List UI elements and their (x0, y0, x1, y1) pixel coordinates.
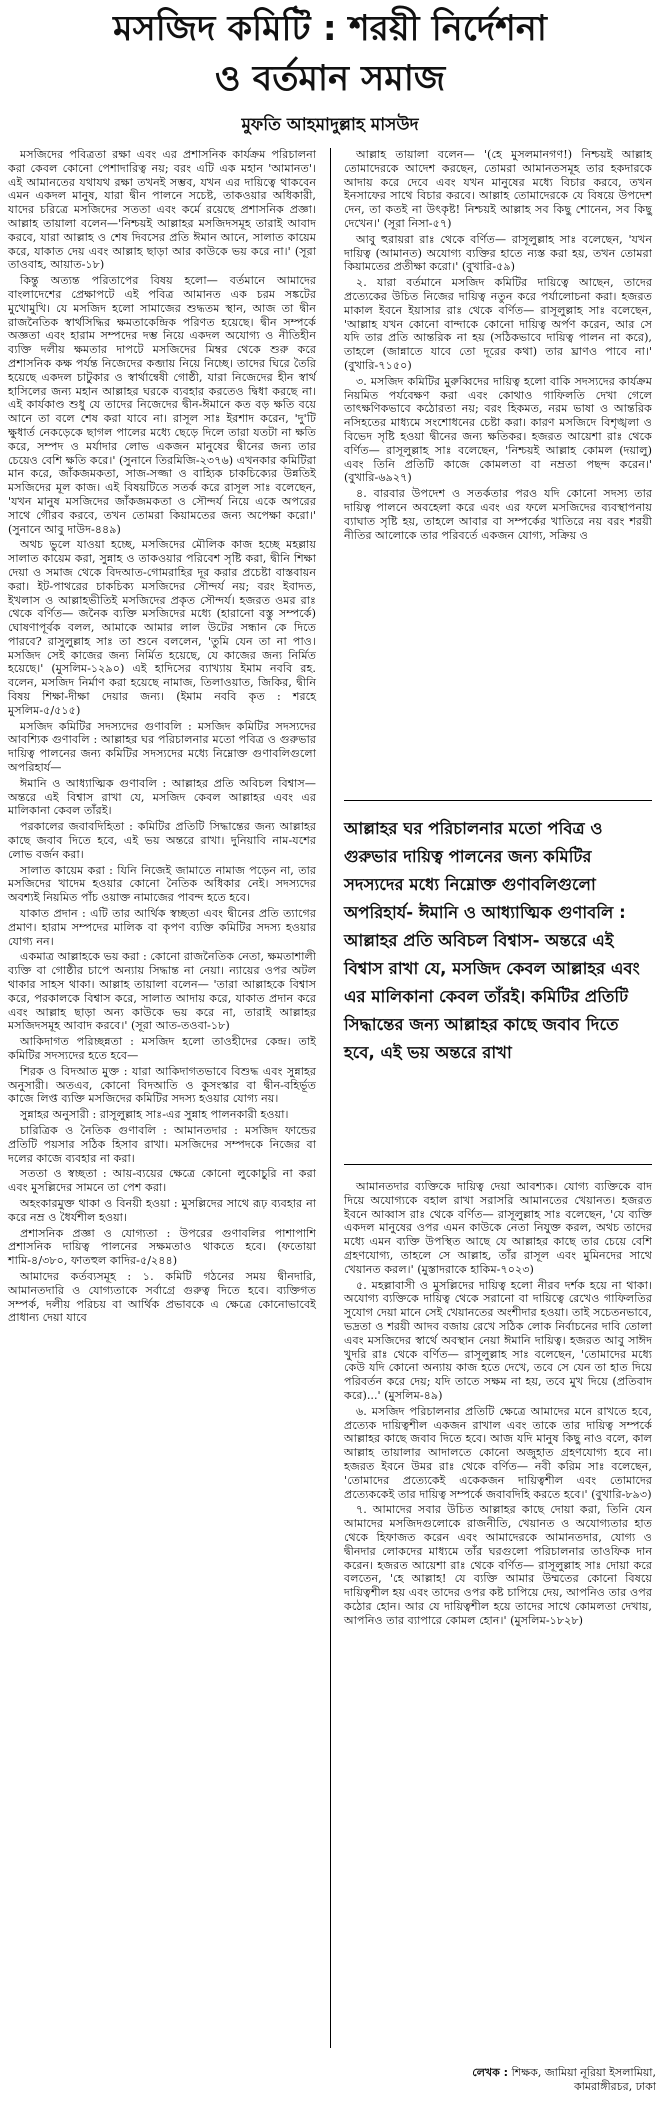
left-column-paragraph: আকিদাগত পরিচ্ছন্নতা : মসজিদ হলো তাওহীদের কেন্দ্র। তাই কমিটির সদস্যদের হতে হবে— (8, 1035, 316, 1062)
left-column-paragraph: শিরক ও বিদআত মুক্ত : যারা আকিদাগতভাবে বিশুদ্ধ এবং সুন্নাহর অনুসারী। অতএব, কোনো বিদআতি ও কুসংস্কার বা দ্বীন-বহির্ভূত কাজে লিপ্ত ব্যক্তি মসজিদের কমিটির সদস্য হওয়ার যোগ্য নয়। (8, 1064, 316, 1106)
left-column-paragraph: চারিত্রিক ও নৈতিক গুণাবলি : আমানতদার : মসজিদ ফান্ডের প্রতিটি পয়সার সঠিক হিসাব রাখা। মসজিদের সম্পদকে নিজের বা দলের কাজে ব্যবহার না করা। (8, 1123, 316, 1165)
right-column-top-paragraph: আল্লাহ তায়ালা বলেন— '(হে মুসলমানগণ!) নিশ্চয়ই আল্লাহ তোমাদেরকে আদেশ করছেন, তোমরা আমানতসমূহ তার হকদারকে আদায় করে দেবে এবং যখন মানুষের মধ্যে বিচার করবে, তখন ইনসাফের সাথে বিচার করবে। আল্লাহ তোমাদেরকে যে বিষয়ে উপদেশ দেন, তা কতই না উৎকৃষ্ট! নিশ্চয়ই আল্লাহ সব কিছু শোনেন, সব কিছু দেখেন।' (সূরা নিসা-৫৭) (344, 148, 652, 230)
right-column-bottom-paragraph: ৬. মসজিদ পরিচালনার প্রতিটি ক্ষেত্রে আমাদের মনে রাখতে হবে, প্রত্যেক দায়িত্বশীল একজন রাখাল এবং তাকে তার দায়িত্ব সম্পর্কে আল্লাহর কাছে জবাব দিতে হবে। আজ যদি মানুষ কিছু নাও বলে, কাল আল্লাহ তায়ালার আদালতে কোনো অজুহাত গ্রহণযোগ্য হবে না। হজরত ইবনে উমর রাঃ থেকে বর্ণিত— নবী করিম সাঃ বলেছেন, 'তোমাদের প্রত্যেকেই একেকজন দায়িত্বশীল এবং তোমাদের প্রত্যেককেই তার দায়িত্ব সম্পর্কে জবাবদিহি করতে হবে।' (বুখারি-৮৯৩) (344, 1404, 652, 1501)
right-column-top-paragraph: ৪. বারবার উপদেশ ও সতর্কতার পরও যদি কোনো সদস্য তার দায়িত্ব পালনে অবহেলা করে এবং এর ফলে মসজিদের ব্যবস্থাপনায় ব্যাঘাত সৃষ্টি হয়, তাহলে আবার বা সম্পর্কের খাতিরে নয় বরং শরয়ী নীতির আলোকে তার পরিবর্তে একজন যোগ্য, সক্রিয় ও (344, 487, 652, 542)
byline-text: শিক্ষক, জামিয়া নূরিয়া ইসলামিয়া, কামরাঙ্গীরচর, ঢাকা (511, 2066, 656, 2093)
pull-quote: আল্লাহর ঘর পরিচালনার মতো পবিত্র ও গুরুভার দায়িত্ব পালনের জন্য কমিটির সদস্যদের মধ্যে নিম্নোক্ত গুণাবলিগুলো অপরিহার্য- ঈমানি ও আধ্যাত্মিক গুণাবলি : আল্লাহর প্রতি অবিচল বিশ্বাস- অন্তরে এই বিশ্বাস রাখা যে, মসজিদ কেবল আল্লাহর এবং এর মালিকানা কেবল তাঁরই। কমিটির প্রতিটি সিদ্ধান্তের জন্য আল্লাহর কাছে জবাব দিতে হবে, এই ভয় অন্তরে রাখা (344, 800, 652, 1165)
right-column-bottom-paragraph: আমানতদার ব্যক্তিকে দায়িত্ব দেয়া আবশ্যক। যোগ্য ব্যক্তিকে বাদ দিয়ে অযোগ্যকে বহাল রাখা সরাসরি আমানতের খেয়ানত। হজরত ইবনে আব্বাস রাঃ থেকে বর্ণিত— রাসূলুল্লাহ সাঃ বলেছেন, 'যে ব্যক্তি একদল মানুষের ওপর এমন কাউকে নেতা নিযুক্ত করল, অথচ তাদের মধ্যে এমন ব্যক্তি উপস্থিত আছে যে আল্লাহর কাছে তার চেয়ে বেশি গ্রহণযোগ্য, তাহলে সে আল্লাহ, তাঁর রাসূল এবং মুমিনদের সাথে খেয়ানত করল।' (মুস্তাদরাকে হাকিম-৭০২৩) (344, 1180, 652, 1276)
byline (420, 2066, 656, 2094)
title-line-1: মসজিদ কমিটি : শরয়ী নির্দেশনা (113, 9, 547, 49)
left-column-paragraph: মসজিদ কমিটির সদস্যদের গুণাবলি : মসজিদ কমিটির সদস্যদের আবশ্যিক গুণাবলি : আল্লাহর ঘর পরিচালনার মতো পবিত্র ও গুরুভার দায়িত্ব পালনের জন্য কমিটির সদস্যদের মধ্যে নিম্নোক্ত গুণাবলিগুলো অপরিহার্য— (8, 719, 316, 775)
right-column-top (344, 148, 652, 544)
left-column-paragraph: ঈমানি ও আধ্যাত্মিক গুণাবলি : আল্লাহর প্রতি অবিচল বিশ্বাস— অন্তরে এই বিশ্বাস রাখা যে, মসজিদ কেবল আল্লাহর এবং এর মালিকানা কেবল তাঁরই। (8, 776, 316, 818)
right-column-bottom (344, 1180, 652, 1630)
article-title (0, 4, 660, 104)
right-column-bottom-paragraph: ৭. আমাদের সবার উচিত আল্লাহর কাছে দোয়া করা, তিনি যেন আমাদের মসজিদগুলোকে রাজনীতি, খেয়ানত ও অযোগ্যতার হাত থেকে হিফাজত করেন এবং আমাদেরকে আমানতদার, যোগ্য ও দ্বীনদার লোকদের মাধ্যমে তাঁর ঘরগুলো পরিচালনার তাওফিক দান করেন। হজরত আয়েশা রাঃ থেকে বর্ণিত— রাসূলুল্লাহ সাঃ দোয়া করে বলতেন, 'হে আল্লাহ! যে ব্যক্তি আমার উম্মতের কোনো বিষয়ে দায়িত্বশীল হয় এবং তাদের ওপর কষ্ট চাপিয়ে দেয়, আপনিও তার ওপর কঠোর হোন। আর যে দায়িত্বশীল হয়ে তাদের সাথে কোমলতা দেখায়, আপনিও তার ব্যাপারে কোমল হোন।' (মুসলিম-১৮২৮) (344, 1503, 652, 1627)
left-column-paragraph: পরকালের জবাবদিহিতা : কমিটির প্রতিটি সিদ্ধান্তের জন্য আল্লাহর কাছে জবাব দিতে হবে, এই ভয় অন্তরে রাখা। দুনিয়াবি নাম-যশের লোভ বর্জন করা। (8, 820, 316, 861)
left-column (8, 148, 316, 1327)
left-column-paragraph: কিন্তু অত্যন্ত পরিতাপের বিষয় হলো— বর্তমানে আমাদের বাংলাদেশের প্রেক্ষাপটে এই পবিত্র আমানত এক চরম সঙ্কটের মুখোমুখি। যে মসজিদ হলো সামাজের শুদ্ধতম স্থান, আজ তা দ্বীন রাজনৈতিক স্বার্থসিদ্ধির ক্ষমতাকেন্দ্রিক পরিণত হয়েছে। দ্বীন সম্পর্কে অজ্ঞতা এবং হারাম সম্পদের দম্ভ নিয়ে একদল অযোগ্য ও নীতিহীন ব্যক্তি দলীয় ক্ষমতার দাপটে মসজিদের মিম্বর থেকে শুরু করে প্রশাসনিক কক্ষ পর্যন্ত নিজেদের কব্জায় নিয়ে নিচ্ছে। তাদের ঘিরে তৈরি হয়েছে একদল চাটুকার ও স্বার্থান্বেষী গোষ্ঠী, যারা নিজেদের হীন স্বার্থ হাসিলের জন্য মহান আল্লাহর ঘরকে ব্যবহার করতেও দ্বিধা করছে না। এই কার্যকাণ্ড শুধু যে তাদের নিজেদের দ্বীন-ঈমানে কত বড় ক্ষতি বয়ে আনে তা বলে শেষ করা যাবে না। রাসূল সাঃ ইরশাদ করেন, 'দু'টি ক্ষুধার্ত নেকড়েকে ছাগল পালের মধ্যে ছেড়ে দিলে তারা যতটা না ক্ষতি করে, সম্পদ ও মর্যাদার লোভ একজন মানুষের দ্বীনের জন্য তার চেয়েও বেশি ক্ষতি করে।' (সুনানে তিরমিজি-২৩৭৬) এখনকার কমিটিরা মান করে, জাঁকজমকতা, সাজ-সজ্জা ও বাহ্যিক চাকচিক্যের উন্নতিই মসজিদের মূল কাজ। এই বিষয়টিতে সতর্ক করে রাসূল সাঃ বলেছেন, 'যখন মানুষ মসজিদের জাঁকজমকতা ও সৌন্দর্য নিয়ে একে অপরের সাথে গৌরব করবে, তখন তোমরা কিয়ামতের জন্য অপেক্ষা করো।' (সুনানে আবু দাউদ-৪৪৯) (8, 274, 316, 536)
column-divider (330, 148, 331, 2048)
author-name: মুফতি আহমাদুল্লাহ মাসউদ (241, 115, 419, 135)
left-column-paragraph: একমাত্র আল্লাহকে ভয় করা : কোনো রাজনৈতিক নেতা, ক্ষমতাশালী ব্যক্তি বা গোষ্ঠীর চাপে অন্যায় সিদ্ধান্ত না নেয়া। ন্যায়ের ওপর অটল থাকার সাহস থাকা। আল্লাহ তায়ালা বলেন— 'তারা আল্লাহকে বিশ্বাস করে, পরকালকে বিশ্বাস করে, সালাত আদায় করে, যাকাত প্রদান করে এবং আল্লাহ ছাড়া অন্য কাউকে ভয় করে না, তারাই আল্লাহর মসজিদসমূহ আবাদ করবে।' (সূরা আত-তওবা-১৮) (8, 950, 316, 1033)
title-line-2: ও বর্তমান সমাজ (214, 59, 446, 99)
left-column-paragraph: সুন্নাহর অনুসারী : রাসূলুল্লাহ সাঃ-এর সুন্নাহ পালনকারী হওয়া। (20, 1108, 289, 1122)
right-column-bottom-paragraph: ৫. মহল্লাবাসী ও মুসল্লিদের দায়িত্ব হলো নীরব দর্শক হয়ে না থাকা। অযোগ্য ব্যক্তিকে দায়িত্ব থেকে সরানো বা দায়িত্বে রেখেও গাফিলতির সুযোগ দেয়া মানে সেই খেয়ানতের অংশীদার হওয়া। তাই সচেতনভাবে, ভদ্রতা ও শরয়ী আদব বজায় রেখে সঠিক লোক নির্বাচনের দাবি তোলা এবং মসজিদের স্বার্থে অবস্থান নেয়া ঈমানি দায়িত্ব। হজরত আবু সাঈদ খুদরি রাঃ থেকে বর্ণিত— রাসূলুল্লাহ সাঃ বলেছেন, 'তোমাদের মধ্যে কেউ যদি কোনো অন্যায় কাজ হতে দেখে, তবে সে যেন তা হাত দিয়ে পরিবর্তন করে দেয়; যদি তাতে সক্ষম না হয়, তবে মুখ দিয়ে (প্রতিবাদ করে)...' (মুসলিম-৪৯) (344, 1278, 652, 1402)
left-column-paragraph: অথচ ভুলে যাওয়া হচ্ছে, মসজিদের মৌলিক কাজ হচ্ছে মহল্লায় সালাত কায়েম করা, সুন্নাহ ও তাকওয়ার পরিবেশ সৃষ্টি করা, দ্বীনি শিক্ষা দেয়া ও সমাজ থেকে বিদআত-গোমরাহির দূর করার প্রচেষ্টা বাস্তবায়ন করা। ইট-পাথরের চাকচিক্য মসজিদের সৌন্দর্য নয়; বরং ইবাদত, ইখলাস ও আল্লাহভীতিই মসজিদের প্রকৃত সৌন্দর্য। হজরত ওমর রাঃ থেকে বর্ণিত— জনৈক ব্যক্তি মসজিদের মধ্যে (হারানো বস্তু সম্পর্কে) ঘোষণাপূর্বক বলল, আমাকে আমার লাল উটের সন্ধান কে দিতে পারবে? রাসুলুল্লাহ সাঃ তা শুনে বললেন, 'তুমি যেন তা না পাও। মসজিদ সেই কাজের জন্য নির্মিত হয়েছে, যে কাজের জন্য নির্মিত হয়েছে।' (মুসলিম-১২৯০) এই হাদিসের ব্যাখ্যায় ইমাম নববি রহ. বলেন, মসজিদ নির্মাণ করা হয়েছে নামাজ, তিলাওয়াত, জিকির, দ্বীনি বিষয় শিক্ষা-দীক্ষা দেয়ার জন্য। (ইমাম নববি কৃত : শরহে মুসলিম-৫/৫১৫) (8, 538, 316, 717)
right-column-top-paragraph: ২. যারা বর্তমানে মসজিদ কমিটির দায়িত্বে আছেন, তাদের প্রত্যেকের উচিত নিজের দায়িত্ব নতুন করে পর্যালোচনা করা। হজরত মাকাল ইবনে ইয়াসার রাঃ থেকে বর্ণিত— রাসূলুল্লাহ সাঃ বলেছেন, 'আল্লাহ যখন কোনো বান্দাকে কোনো দায়িত্ব অর্পণ করেন, আর সে যদি তার প্রতি আন্তরিক না হয় (সঠিকভাবে দায়িত্ব পালন না করে), তাহলে (জান্নাতে যাবে তো দূরের কথা) তার ঘ্রাণও পাবে না।' (বুখারি-৭১৫০) (344, 276, 652, 372)
left-column-paragraph: প্রশাসনিক প্রজ্ঞা ও যোগ্যতা : উপরের গুণাবলির পাশাপাশি প্রশাসনিক দায়িত্ব পালনের সক্ষমতাও থাকতে হবে। (ফতোয়া শামি-৪/৩৮০, ফাতহুল কাদির-৫/২৪৪) (8, 1226, 316, 1268)
left-column-paragraph: সালাত কায়েম করা : যিনি নিজেই জামাতে নামাজ পড়েন না, তার মসজিদের খাদেম হওয়ার কোনো নৈতিক অধিকার নেই। সদস্যদের অবশ্যই নিয়মিত পাঁচ ওয়াক্ত নামাজের পাবন্দ হতে হবে। (8, 863, 316, 905)
left-column-paragraph: সততা ও স্বচ্ছতা : আয়-ব্যয়ের ক্ষেত্রে কোনো লুকোচুরি না করা এবং মুসল্লিদের সামনে তা পেশ করা। (8, 1167, 316, 1195)
left-column-paragraph: অহংকারমুক্ত থাকা ও বিনয়ী হওয়া : মুসল্লিদের সাথে রূঢ় ব্যবহার না করে নম্র ও ধৈর্যশীল হওয়া। (8, 1196, 316, 1224)
right-column-top-paragraph: ৩. মসজিদ কমিটির মুরুব্বিদের দায়িত্ব হলো বাকি সদস্যদের কার্যক্রম নিয়মিত পর্যবেক্ষণ করা এবং কোথাও গাফিলতি দেখা গেলে তাৎক্ষণিকভাবে কঠোরতা নয়; বরং হিকমত, নরম ভাষা ও আন্তরিক নসিহতের মাধ্যমে সংশোধনের চেষ্টা করা। কারণ মসজিদে বিশৃঙ্খলা ও বিভেদ সৃষ্টি হওয়া দ্বীনের জন্য ক্ষতিকর। হজরত আয়েশা রাঃ থেকে বর্ণিত— রাসূলুল্লাহ সাঃ বলেছেন, 'নিশ্চয়ই আল্লাহ কোমল (দয়ালু) এবং তিনি প্রতিটি কাজে কোমলতা বা নম্রতা পছন্দ করেন।' (বুখারি-৬৯২৭) (344, 374, 652, 485)
left-column-paragraph: যাকাত প্রদান : এটি তার আর্থিক স্বচ্ছতা এবং দ্বীনের প্রতি ত্যাগের প্রমাণ। হারাম সম্পদের মালিক বা কৃপণ ব্যক্তি কমিটির সদস্য হওয়ার যোগ্য নন। (8, 907, 316, 948)
left-column-paragraph: আমাদের কর্তব্যসমূহ : ১. কমিটি গঠনের সময় দ্বীনদারি, আমানতদারি ও যোগ্যতাকে সর্বাগ্রে গুরুত্ব দিতে হবে। ব্যক্তিগত সম্পর্ক, দলীয় পরিচয় বা আর্থিক প্রভাবকে এ ক্ষেত্রে কোনোভাবেই প্রাধান্য দেয়া যাবে (8, 1269, 316, 1325)
left-column-paragraph: মসজিদের পবিত্রতা রক্ষা এবং এর প্রশাসনিক কার্যক্রম পরিচালনা করা কেবল কোনো পেশাদারিত্ব নয়; বরং এটি এক মহান 'আমানত'। এই আমানতের যথাযথ রক্ষা তখনই সম্ভব, যখন এর দায়িত্বে থাকবেন এমন একদল মানুষ, যারা দ্বীন পালনে সচেষ্ট, তাকওয়ার অধিকারী, যাদের চরিত্রে মসজিদের সততা এবং কর্মে রয়েছে প্রশাসনিক প্রজ্ঞা। আল্লাহ তায়ালা বলেন—'নিশ্চয়ই আল্লাহর মসজিদসমূহ তারাই আবাদ করবে, যারা আল্লাহ ও শেষ দিবসের প্রতি ঈমান আনে, সালাত কায়েম করে, যাকাত দেয় এবং আল্লাহ ছাড়া আর কাউকে ভয় করে না।' (সূরা তাওবাহ, আয়াত-১৮) (8, 148, 316, 272)
right-column-top-paragraph: আবু হুরায়রা রাঃ থেকে বর্ণিত— রাসূলুল্লাহ সাঃ বলেছেন, 'যখন দায়িত্ব (আমানত) অযোগ্য ব্যক্তির হাতে ন্যস্ত করা হয়, তখন তোমরা কিয়ামতের প্রতীক্ষা করো।' (বুখারি-৫৯) (344, 232, 652, 274)
byline-label: লেখক : (472, 2066, 509, 2079)
